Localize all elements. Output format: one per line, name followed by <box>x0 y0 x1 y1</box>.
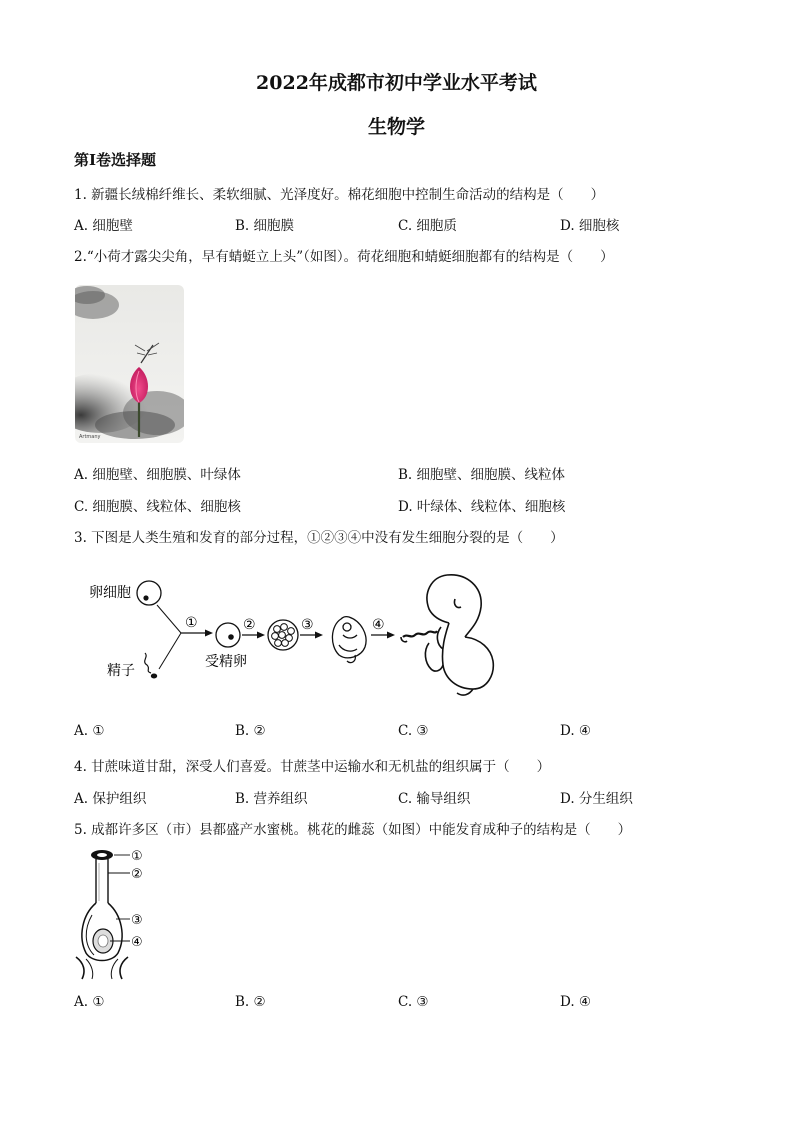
question-3-option-b: B. ② <box>235 723 266 739</box>
question-3-option-c: C. ③ <box>398 723 429 739</box>
question-5-option-a: A. ① <box>74 994 105 1010</box>
question-5-option-d: D. ④ <box>560 994 592 1010</box>
section-title: 第Ⅰ卷选择题 <box>74 151 157 169</box>
question-3-option-d: D. ④ <box>560 723 592 739</box>
question-4-option-a: A. 保护组织 <box>74 791 147 807</box>
question-2-option-a: A. 细胞壁、细胞膜、叶绿体 <box>74 467 241 483</box>
question-1-option-b: B. 细胞膜 <box>235 218 295 234</box>
human-development-diagram <box>85 565 505 705</box>
marker-4: ④ <box>131 935 143 950</box>
sperm-label: 精子 <box>107 663 135 679</box>
question-2-option-d: D. 叶绿体、线粒体、细胞核 <box>398 499 566 515</box>
early-embryo <box>332 617 366 663</box>
question-1-option-a: A. 细胞壁 <box>74 218 133 234</box>
marker-1: ① <box>131 849 143 864</box>
question-3-option-a: A. ① <box>74 723 105 739</box>
step-3-marker: ③ <box>301 617 314 633</box>
question-2-option-b: B. 细胞壁、细胞膜、线粒体 <box>398 467 566 483</box>
svg-text:Artmany: Artmany <box>79 434 101 440</box>
question-5-option-b: B. ② <box>235 994 266 1010</box>
question-4-option-c: C. 输导组织 <box>398 791 471 807</box>
embryo-cell-ball <box>268 620 298 650</box>
style <box>96 859 108 903</box>
question-5-option-c: C. ③ <box>398 994 429 1010</box>
step-4-marker: ④ <box>372 617 385 633</box>
question-4-stem: 4. 甘蔗味道甘甜，深受人们喜爱。甘蔗茎中运输水和无机盐的组织属于（ ） <box>74 759 551 775</box>
question-2-stem: 2.“小荷才露尖尖角，早有蜻蜓立上头”（如图）。荷花细胞和蜻蜓细胞都有的结构是（ ） <box>74 249 614 265</box>
question-4-option-d: D. 分生组织 <box>560 791 633 807</box>
question-5-stem: 5. 成都许多区（市）县都盛产水蜜桃。桃花的雌蕊（如图）中能发育成种子的结构是（ ） <box>74 822 632 838</box>
zygote <box>216 623 240 647</box>
marker-2: ② <box>131 867 143 882</box>
subject-title: 生物学 <box>367 116 425 138</box>
step-2-marker: ② <box>243 617 256 633</box>
question-2-option-c: C. 细胞膜、线粒体、细胞核 <box>74 499 241 515</box>
fetus <box>401 575 493 695</box>
egg-cell-label: 卵细胞 <box>89 585 131 601</box>
page-title: 2022年成都市初中学业水平考试 <box>256 72 537 94</box>
question-1-option-d: D. 细胞核 <box>560 218 620 234</box>
question-4-option-b: B. 营养组织 <box>235 791 308 807</box>
sperm-cell <box>151 674 157 679</box>
lotus-dragonfly-image <box>75 285 184 443</box>
question-1-stem: 1. 新疆长绒棉纤维长、柔软细腻、光泽度好。棉花细胞中控制生命活动的结构是（ ） <box>74 187 605 203</box>
marker-3: ③ <box>131 913 143 928</box>
question-3-stem: 3. 下图是人类生殖和发育的部分过程，①②③④中没有发生细胞分裂的是（ ） <box>74 530 564 546</box>
step-1-marker: ① <box>185 615 198 631</box>
question-1-option-c: C. 细胞质 <box>398 218 457 234</box>
pistil-diagram <box>72 845 162 980</box>
egg-cell <box>137 581 161 605</box>
zygote-label: 受精卵 <box>205 654 247 670</box>
